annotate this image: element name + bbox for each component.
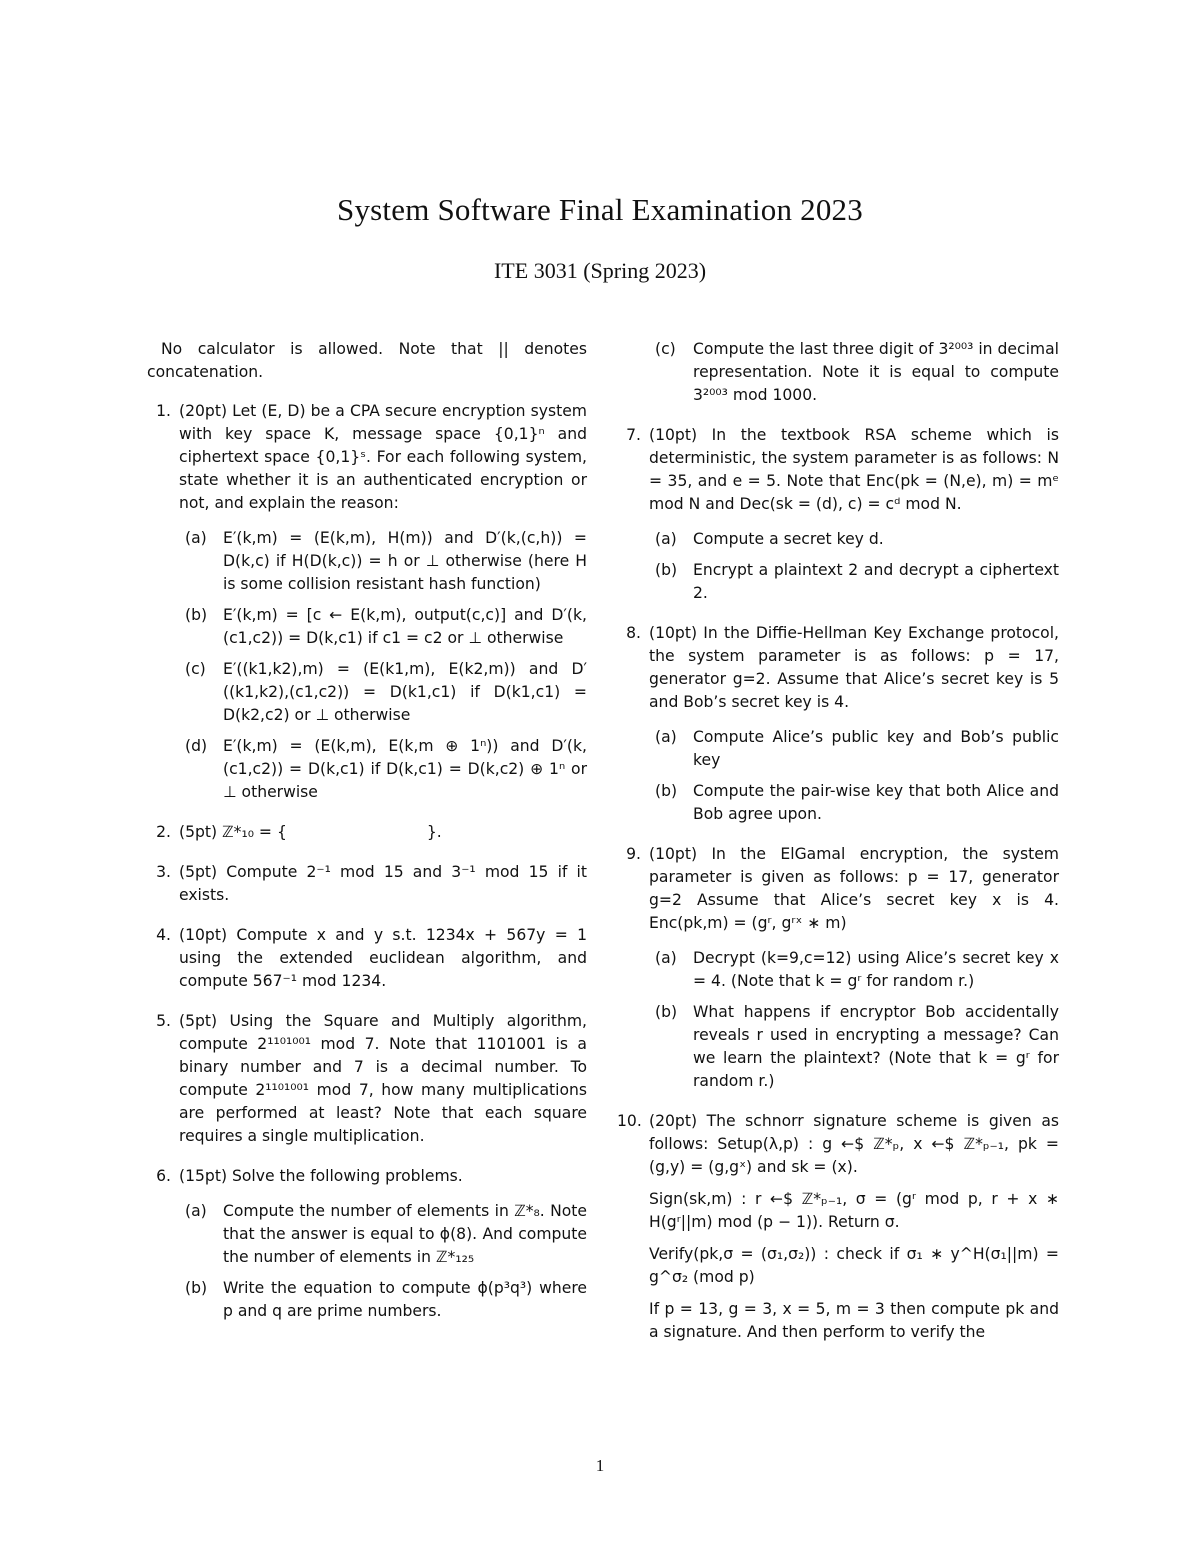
subquestion-1d — [179, 735, 587, 804]
subquestion-7b — [649, 559, 1059, 605]
question-10 — [617, 1110, 1059, 1344]
question-5 — [147, 1010, 587, 1148]
question-1 — [147, 400, 587, 804]
subquestion-1b — [179, 604, 587, 650]
question-text: (5pt) Compute 2⁻¹ mod 15 and 3⁻¹ mod 15 if it exists. — [179, 863, 587, 904]
question-number: 6. — [156, 1167, 171, 1185]
exam-title: System Software Final Examination 2023 — [337, 192, 863, 227]
subquestion-6b — [179, 1277, 587, 1323]
subquestion-label: (c) — [185, 660, 206, 678]
right-column — [617, 338, 1059, 1361]
intro-text: No calculator is allowed. Note that || denotes concatenation. — [147, 340, 587, 381]
question-text: (20pt) Let (E, D) be a CPA secure encryption system with key space K, message space {0,1}ⁿ and ciphertext space {0,1}ˢ. For each following system, state whether it is an authenticated encryption or not, and explain the reason: — [179, 402, 587, 512]
question-10-task: If p = 13, g = 3, x = 5, m = 3 then compute pk and a signature. And then perform to verify the — [649, 1300, 1059, 1341]
question-number: 5. — [156, 1012, 171, 1030]
subquestion-text: Compute the number of elements in ℤ*₈. Note that the answer is equal to ϕ(8). And compute the number of elements in ℤ*₁₂₅ — [223, 1202, 587, 1266]
set-prefix: (5pt) ℤ*₁₀ = { — [179, 823, 287, 841]
subquestion-6a — [179, 1200, 587, 1269]
subquestion-text: Write the equation to compute ϕ(p³q³) where p and q are prime numbers. — [223, 1279, 587, 1320]
question-7 — [617, 424, 1059, 605]
subquestion-label: (a) — [655, 530, 677, 548]
question-number: 10. — [617, 1112, 642, 1130]
question-number: 1. — [156, 402, 171, 420]
subquestion-label: (a) — [185, 1202, 207, 1220]
page-number: 1 — [595, 1456, 605, 1475]
subquestion-9b — [649, 1001, 1059, 1093]
question-9 — [617, 843, 1059, 1093]
subquestion-text: E′(k,m) = (E(k,m), E(k,m ⊕ 1ⁿ)) and D′(k,(c1,c2)) = D(k,c1) if D(k,c1) = D(k,c2) ⊕ 1ⁿ or ⊥ otherwise — [223, 737, 587, 801]
question-number: 9. — [626, 845, 641, 863]
question-3 — [147, 861, 587, 907]
question-text: (15pt) Solve the following problems. — [179, 1167, 463, 1185]
set-suffix: }. — [426, 823, 442, 841]
subquestion-label: (b) — [185, 1279, 208, 1297]
subquestion-label: (b) — [655, 782, 678, 800]
subquestion-text: E′(k,m) = [c ← E(k,m), output(c,c)] and D′(k,(c1,c2)) = D(k,c1) if c1 = c2 or ⊥ otherwise — [223, 606, 587, 647]
question-text: (10pt) Compute x and y s.t. 1234x + 567y = 1 using the extended euclidean algorithm, and compute 567⁻¹ mod 1234. — [179, 926, 587, 990]
subquestion-text: Compute Alice’s public key and Bob’s public key — [693, 728, 1059, 769]
left-column — [147, 338, 587, 1340]
subquestion-1c — [179, 658, 587, 727]
subquestion-text: Decrypt (k=9,c=12) using Alice’s secret key x = 4. (Note that k = gʳ for random r.) — [693, 949, 1059, 990]
subquestion-7a — [649, 528, 1059, 551]
question-2 — [147, 821, 587, 844]
question-text: (10pt) In the Diffie-Hellman Key Exchange protocol, the system parameter is as follows: p = 17, generator g=2. Assume that Alice’s secret key is 5 and Bob’s secret key is 4. — [649, 624, 1059, 711]
question-number: 4. — [156, 926, 171, 944]
sign-definition: Sign(sk,m) : r ←$ ℤ*ₚ₋₁, σ = (gʳ mod p, r + x ∗ H(gʳ||m) mod (p − 1)). Return σ. — [649, 1190, 1059, 1231]
subquestion-text: Encrypt a plaintext 2 and decrypt a ciphertext 2. — [693, 561, 1059, 602]
question-number: 8. — [626, 624, 641, 642]
subquestion-1a — [179, 527, 587, 596]
subquestion-text: E′(k,m) = (E(k,m), H(m)) and D′(k,(c,h)) = D(k,c) if H(D(k,c)) = h or ⊥ otherwise (here H is some collision resistant hash function) — [223, 529, 587, 593]
question-4 — [147, 924, 587, 993]
course-subtitle: ITE 3031 (Spring 2023) — [493, 258, 707, 283]
question-text: (10pt) In the textbook RSA scheme which is deterministic, the system parameter is as follows: N = 35, and e = 5. Note that Enc(pk = (N,e), m) = mᵉ mod N and Dec(sk = (d), c) = cᵈ mod N. — [649, 426, 1059, 513]
subquestion-8a — [649, 726, 1059, 772]
subquestion-text: E′((k1,k2),m) = (E(k1,m), E(k2,m)) and D′((k1,k2),(c1,c2)) = D(k1,c1) if D(k1,c1) = D(k2,c2) or ⊥ otherwise — [223, 660, 587, 724]
subquestion-label: (d) — [185, 737, 208, 755]
question-8 — [617, 622, 1059, 826]
question-number: 2. — [156, 823, 171, 841]
subquestion-9a — [649, 947, 1059, 993]
subquestion-8b — [649, 780, 1059, 826]
subquestion-text: Compute the pair-wise key that both Alice and Bob agree upon. — [693, 782, 1059, 823]
subquestion-text: Compute the last three digit of 3²⁰⁰³ in decimal representation. Note it is equal to compute 3²⁰⁰³ mod 1000. — [693, 340, 1059, 404]
verify-definition: Verify(pk,σ = (σ₁,σ₂)) : check if σ₁ ∗ y^H(σ₁||m) = g^σ₂ (mod p) — [649, 1245, 1059, 1286]
question-text: (10pt) In the ElGamal encryption, the system parameter is given as follows: p = 17, generator g=2 Assume that Alice’s secret key x is 4. Enc(pk,m) = (gʳ, gʳˣ ∗ m) — [649, 845, 1059, 932]
question-text: (5pt) Using the Square and Multiply algorithm, compute 2¹¹⁰¹⁰⁰¹ mod 7. Note that 1101001 is a binary number and 7 is a decimal number. To compute 2¹¹⁰¹⁰⁰¹ mod 7, how many multiplications are performed at least? Note that each square requires a single multiplication. — [179, 1012, 587, 1145]
subquestion-6c — [649, 338, 1059, 407]
subquestion-label: (b) — [655, 1003, 678, 1021]
question-6 — [147, 1165, 587, 1323]
question-text — [179, 821, 587, 844]
subquestion-label: (c) — [655, 340, 676, 358]
subquestion-label: (a) — [655, 949, 677, 967]
question-text: (20pt) The schnorr signature scheme is given as follows: Setup(λ,p) : g ←$ ℤ*ₚ, x ←$ ℤ*ₚ₋₁, pk = (g,y) = (g,gˣ) and sk = (x). — [649, 1112, 1059, 1176]
subquestion-text: Compute a secret key d. — [693, 530, 884, 548]
subquestion-label: (a) — [655, 728, 677, 746]
subquestion-label: (b) — [185, 606, 208, 624]
question-number: 3. — [156, 863, 171, 881]
question-6-continued — [617, 338, 1059, 407]
question-number: 7. — [626, 426, 641, 444]
subquestion-label: (b) — [655, 561, 678, 579]
subquestion-label: (a) — [185, 529, 207, 547]
subquestion-text: What happens if encryptor Bob accidentally reveals r used in encrypting a message? Can we learn the plaintext? (Note that k = gʳ for random r.) — [693, 1003, 1059, 1090]
